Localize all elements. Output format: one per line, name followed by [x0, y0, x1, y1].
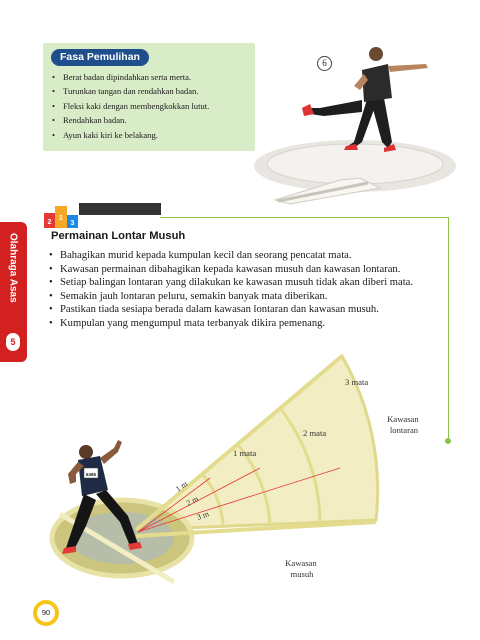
page-number-badge: [33, 600, 59, 626]
zone-label-1-point: 1 mata: [233, 448, 257, 458]
podium-place-1: 1: [59, 215, 63, 222]
recovery-phase-box: [43, 43, 255, 151]
game-rule: • Pastikan tiada sesiapa berada dalam kawasan lontaran dan kawasan musuh.: [48, 303, 440, 317]
recovery-step: • Rendahkan badan.: [49, 113, 209, 127]
recovery-step: • Ayun kaki kiri ke belakang.: [49, 128, 209, 142]
recovery-step: • Berat badan dipindahkan serta merta.: [49, 70, 209, 84]
game-rule: • Kawasan permainan dibahagikan kepada kawasan musuh dan kawasan lontaran.: [48, 263, 440, 277]
zone-label-3-points: 3 mata: [345, 377, 369, 387]
recovery-step: • Turunkan tangan dan rendahkan badan.: [49, 84, 209, 98]
throwing-sector: [136, 356, 378, 530]
game-rule: • Setiap balingan lontaran yang dilakukan ke kawasan musuh tidak akan diberi mata.: [48, 276, 440, 290]
zone-label-2-points: 2 mata: [303, 428, 327, 438]
throw-area-label: [387, 414, 421, 435]
throw-area-label-line: Kawasan: [387, 414, 419, 424]
step-number-badge: 6: [317, 56, 332, 71]
podium-place-2: 2: [47, 219, 52, 226]
recovery-pose-photo: [250, 38, 460, 208]
game-rule: • Semakin jauh lontaran peluru, semakin banyak mata diberikan.: [48, 290, 440, 304]
page-number: 90: [37, 604, 55, 622]
recovery-step: • Fleksi kaki dengan membengkokkan lutut.: [49, 99, 209, 113]
game-rule: • Kumpulan yang mengumpul mata terbanyak dikira pemenang.: [48, 317, 440, 331]
bib-number: 6365: [85, 472, 97, 477]
enemy-area-label-line: musuh: [290, 569, 314, 579]
throw-area-label-line: lontaran: [389, 425, 419, 435]
chapter-tab-label: Olahraga Asas: [7, 233, 19, 303]
game-rule: • Bahagikan murid kepada kumpulan kecil dan seorang pencatat mata.: [48, 249, 440, 263]
distance-label-3m: 3 m: [195, 509, 211, 522]
enemy-area-label: [285, 558, 319, 579]
game-rules-list: [48, 249, 440, 331]
recovery-phase-list: [49, 70, 209, 142]
recovery-phase-title: Fasa Pemulihan: [51, 49, 149, 66]
accent-line: [160, 217, 449, 218]
enemy-area-label-line: Kawasan: [285, 558, 317, 568]
throwing-field-diagram: [40, 350, 480, 610]
distance-label-2m: 2 m: [184, 494, 200, 508]
chapter-number: 5: [6, 333, 20, 351]
header-bar: [79, 203, 161, 215]
podium-place-3: 3: [70, 220, 75, 227]
podium-icon: [43, 203, 79, 228]
distance-label-1m: 1 m: [173, 479, 190, 494]
game-title: Permainan Lontar Musuh: [51, 230, 186, 242]
